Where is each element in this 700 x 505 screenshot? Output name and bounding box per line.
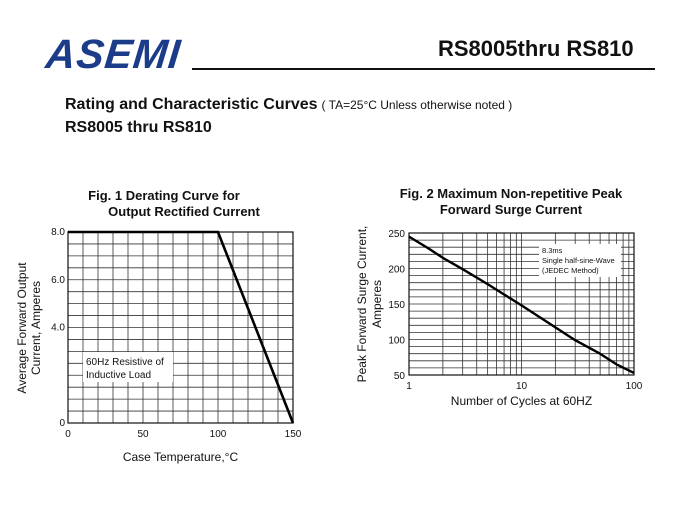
fig1-y-axis-label-line2: Current, Amperes: [29, 280, 43, 376]
fig2-x-tick-label: 100: [625, 381, 643, 392]
fig2-x-tick-label: 1: [406, 381, 412, 392]
fig2-annotation-line3: (JEDEC Method): [542, 266, 599, 275]
fig2-x-axis-label: Number of Cycles at 60HZ: [450, 394, 593, 408]
fig1-x-tick-label: 100: [209, 429, 227, 440]
section-subtitle: RS8005 thru RS810: [65, 119, 212, 136]
fig2-title-line2: Forward Surge Current: [439, 202, 583, 217]
fig1-chart: [15, 227, 302, 464]
fig2-y-axis-label-line2: Amperes: [370, 279, 384, 329]
fig2-y-tick-label: 150: [388, 300, 405, 311]
fig1-y-axis-label-line1: Average Forward Output: [15, 262, 29, 394]
fig1-title-line1: Fig. 1 Derating Curve for: [88, 188, 240, 203]
fig2-y-tick-label: 250: [388, 229, 405, 240]
fig1-x-tick-label: 0: [65, 429, 71, 440]
fig2-annotation-line2: Single half-sine-Wave: [542, 256, 615, 265]
fig1-annotation-line1: 60Hz Resistive of: [86, 357, 164, 368]
fig1-x-tick-label: 150: [284, 429, 302, 440]
fig2-annotation-line1: 8.3ms: [542, 246, 563, 255]
fig2-title-line1: Fig. 2 Maximum Non-repetitive Peak: [399, 186, 623, 201]
fig2-y-tick-label: 100: [388, 335, 405, 347]
page-title: RS8005thru RS810: [438, 36, 634, 61]
fig2-chart: [355, 226, 643, 408]
fig1-y-tick-label: 8.0: [51, 227, 65, 238]
fig2-y-tick-label: 50: [393, 371, 405, 382]
fig1-annotation-line2: Inductive Load: [86, 370, 152, 381]
company-logo: ASEMI: [43, 31, 184, 77]
fig2-y-tick-label: 200: [388, 264, 405, 276]
fig1-y-tick-label: 0: [59, 418, 65, 429]
fig1-x-tick-label: 50: [137, 429, 149, 440]
section-title-text: Rating and Characteristic Curves: [65, 96, 318, 113]
fig1-title-line2: Output Rectified Current: [108, 204, 260, 219]
fig1-y-tick-label: 4.0: [51, 322, 65, 334]
fig1-x-axis-label: Case Temperature,°C: [122, 450, 239, 464]
section-note: ( TA=25°C Unless otherwise noted ): [321, 98, 513, 112]
fig1-y-tick-label: 6.0: [51, 274, 65, 286]
fig2-y-axis-label-line1: Peak Forward Surge Current,: [355, 225, 369, 383]
fig2-x-tick-label: 10: [515, 381, 528, 392]
